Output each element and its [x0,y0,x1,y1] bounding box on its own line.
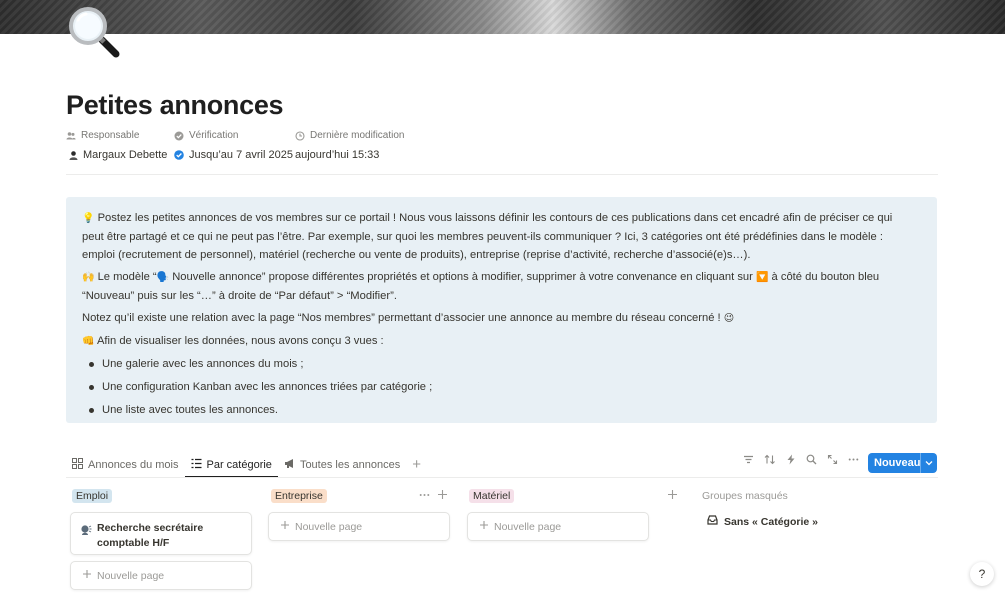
group-tag-materiel[interactable]: Matériel [469,489,514,503]
page-title[interactable]: Petites annonces [66,90,284,120]
tabs-divider [66,477,938,478]
new-page-row [82,569,164,582]
add-group-icon[interactable] [667,489,678,503]
tab-par-categorie[interactable] [185,452,278,477]
more-options-icon[interactable] [847,453,860,466]
verified-check-icon [174,131,184,141]
callout-text: à côté du bouton bleu [768,271,880,283]
last-modified-time: aujourd’hui 15:33 [295,149,380,161]
no-category-label: Sans « Catégorie » [724,515,818,528]
callout-text: Postez les petites annonces de vos membres sur ce portail ! Nous vous laissons définir les contours de ces publications dans cet encadré afin de préciser ce qui [97,212,893,224]
filter-icon[interactable] [742,453,755,466]
group-tag-entreprise[interactable]: Entreprise [271,489,327,503]
gallery-icon [72,458,83,472]
callout-paragraph-4 [82,332,921,351]
plus-icon [82,569,92,582]
sort-icon[interactable] [763,453,776,466]
callout-text: Le modèle “ [97,271,157,283]
new-page-label: Nouvelle page [295,520,363,533]
callout-paragraph-2 [82,268,921,305]
hidden-group-no-category[interactable] [707,515,818,528]
card-title: Recherche secrétaire comptable H/F [97,522,204,549]
new-page-row [280,520,362,533]
new-page-button-materiel[interactable] [467,512,649,541]
callout-paragraph-3 [82,309,921,328]
board-card[interactable] [70,512,252,555]
plus-icon [479,520,489,533]
column-more-icon[interactable] [419,489,430,503]
board-icon [191,458,202,472]
new-page-label: Nouvelle page [97,569,165,582]
list-item: Une liste avec toutes les annonces. [82,401,921,419]
view-tabs [66,452,427,477]
list-item: Une configuration Kanban avec les annonces triées par catégorie ; [82,378,921,396]
help-button[interactable] [970,562,994,586]
automation-bolt-icon[interactable] [784,453,797,466]
property-last-modified-header[interactable] [295,130,405,141]
help-icon: ? [978,567,986,581]
callout-text: “Nouveau” puis sur les “…” à droite de “Par défaut” > “Modifier”. [82,290,397,302]
property-label: Dernière modification [310,130,405,141]
tab-label: Par catégorie [206,458,272,471]
page-cover[interactable] [0,0,1005,34]
new-page-label: Nouvelle page [494,520,562,533]
speaking-head-icon: 🗣️ [156,272,170,283]
property-verification-value[interactable] [174,149,293,161]
callout-bullet-list [82,355,921,419]
callout-text: peut être partagé et ce qui ne peut pas l’être. Par exemple, sur quoi les membres peuvent-ils communiquer ? Ici, 3 catégories ont été prédéfinies dans le modèle : [82,231,883,243]
tab-annonces-du-mois[interactable] [66,452,185,477]
plus-icon [280,520,290,533]
hidden-groups-label: Groupes masqués [702,490,788,502]
divider [66,174,938,175]
property-label: Responsable [81,130,140,141]
people-icon [66,131,76,141]
group-tag-emploi[interactable]: Emploi [72,489,112,503]
new-page-button-entreprise[interactable] [268,512,450,541]
new-button-label: Nouveau [874,457,921,469]
winking-face-icon: 😉 [723,313,735,324]
fist-icon: 👊 [82,336,95,347]
property-responsable-header[interactable] [66,130,139,141]
new-button[interactable] [868,453,937,473]
callout-text: Afin de visualiser les données, nous avons conçu 3 vues : [96,335,384,347]
property-label: Vérification [189,130,239,141]
list-item: Une galerie avec les annonces du mois ; [82,355,921,373]
callout-paragraph-1 [82,209,921,264]
speaking-head-icon [80,523,92,541]
search-icon[interactable] [805,453,818,466]
user-name: Margaux Debette [83,149,168,161]
clock-icon [295,131,305,141]
property-verification-header[interactable] [174,130,238,141]
light-bulb-icon: 💡 [82,213,95,224]
view-toolbar [742,453,860,466]
callout-text: emploi (recrutement de personnel), matériel (recherche ou vente de produits), entreprise (reprise d’activité, recherche d’associé(e)s…). [82,249,751,261]
tab-toutes-les-annonces[interactable] [278,452,406,477]
property-last-modified-value [295,149,379,161]
chevron-down-icon[interactable] [920,453,937,473]
raised-hands-icon: 🙌 [82,272,95,283]
verified-badge-icon [174,150,184,160]
down-arrow-button-icon: 🔽 [755,272,769,283]
expand-icon[interactable] [826,453,839,466]
column-add-icon[interactable] [437,489,448,503]
add-view-button[interactable]: + [412,456,421,473]
inbox-icon [707,515,718,528]
new-page-row [479,520,561,533]
new-page-button-emploi[interactable] [70,561,252,590]
megaphone-icon [284,458,295,472]
callout-text: Notez qu’il existe une relation avec la page “Nos membres” permettant d’associer une annonce au membre du réseau concerné ! [82,312,724,324]
tab-label: Toutes les annonces [299,458,401,471]
magnifying-glass-icon[interactable] [66,4,122,60]
avatar [68,150,78,160]
tab-label: Annonces du mois [88,458,179,471]
callout-block[interactable] [66,197,937,423]
property-responsable-value[interactable] [68,149,167,161]
verification-date: Jusqu’au 7 avril 2025 [189,149,293,161]
callout-text: Nouvelle annonce” propose différentes propriétés et options à modifier, supprimer à votre convenance en cliquant sur [169,271,756,283]
